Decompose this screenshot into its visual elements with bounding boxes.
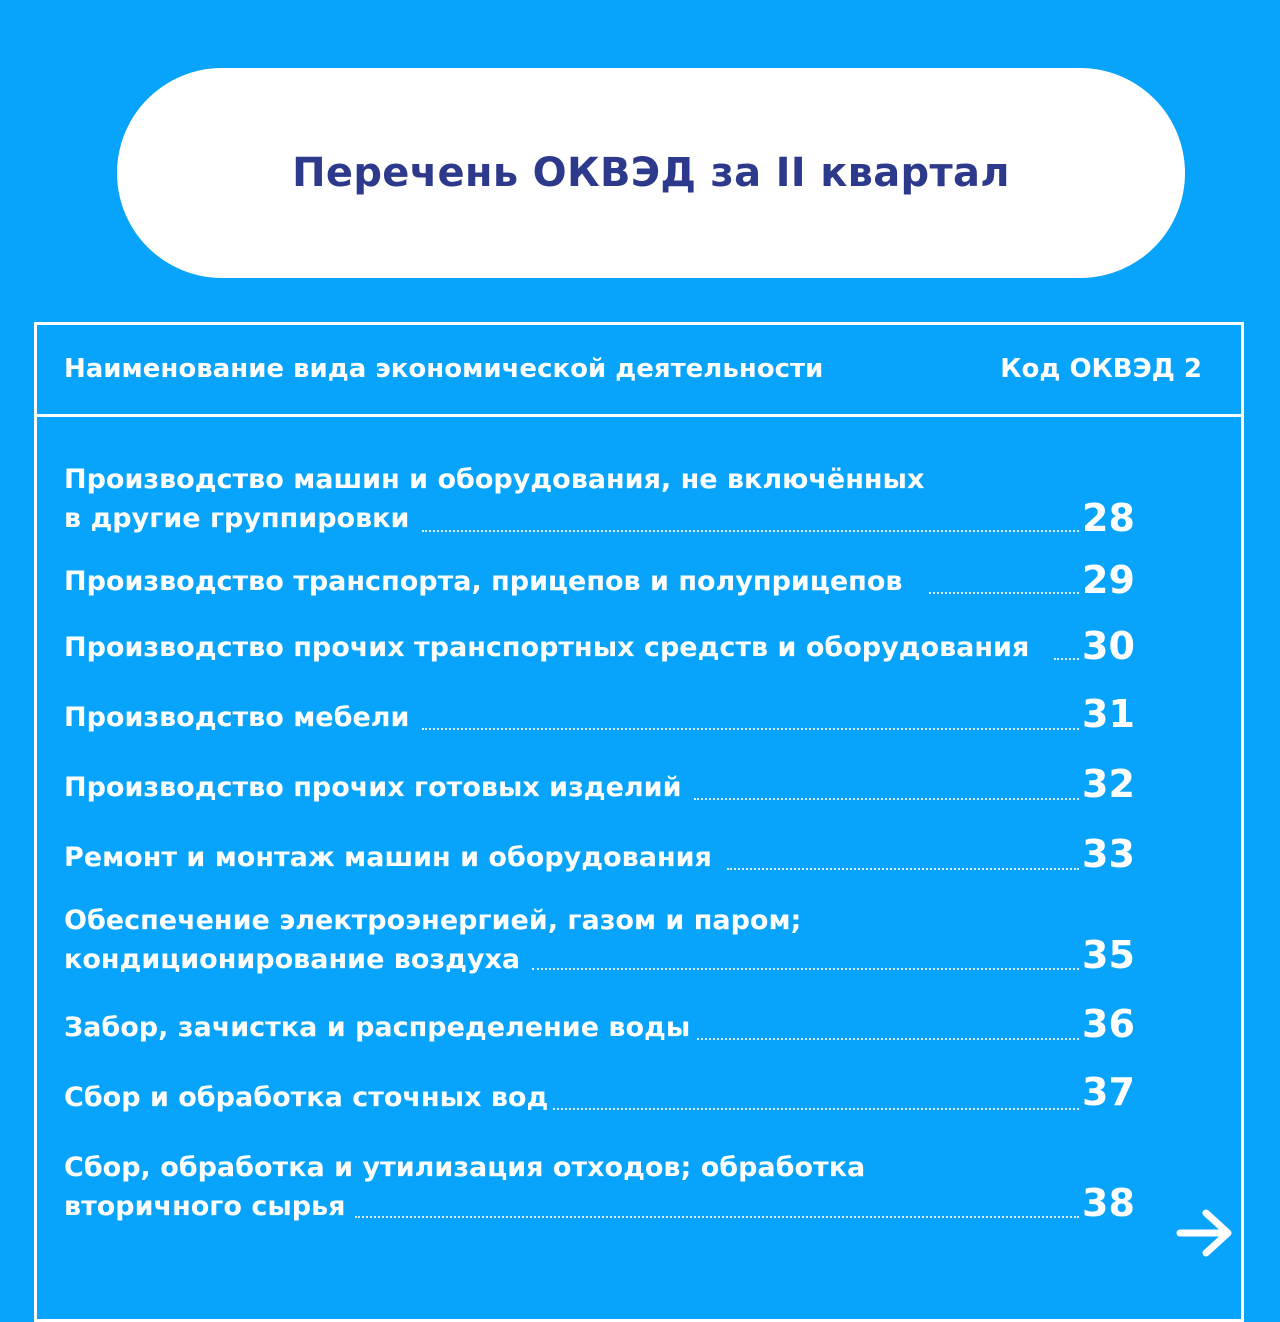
row-name: Производство мебели xyxy=(64,702,410,733)
table-row xyxy=(37,1070,1241,1123)
row-leader-dots xyxy=(355,1216,1079,1218)
row-leader-dots xyxy=(422,728,1079,730)
row-leader-dots xyxy=(727,868,1079,870)
row-name-line1: Производство машин и оборудования, не включённых xyxy=(64,464,925,495)
header-activity-name: Наименование вида экономической деятельности xyxy=(64,354,824,384)
row-leader-dots xyxy=(553,1108,1079,1110)
table-row xyxy=(37,901,1241,981)
table-row xyxy=(37,1148,1241,1228)
row-code: 38 xyxy=(1082,1181,1135,1225)
row-leader-dots xyxy=(697,1038,1079,1040)
row-name: Забор, зачистка и распределение воды xyxy=(64,1012,691,1043)
row-name-line1: Обеспечение электроэнергией, газом и паром; xyxy=(64,905,802,936)
row-leader-dots xyxy=(532,968,1079,970)
table-row xyxy=(37,832,1241,883)
row-name-line2: кондиционирование воздуха xyxy=(64,944,521,975)
table-row xyxy=(37,1002,1241,1053)
row-leader-dots xyxy=(1054,658,1079,660)
row-code: 31 xyxy=(1082,692,1135,736)
row-code: 32 xyxy=(1082,762,1135,806)
row-leader-dots xyxy=(422,530,1079,532)
row-code: 33 xyxy=(1082,832,1135,876)
row-name: Ремонт и монтаж машин и оборудования xyxy=(64,842,712,873)
table-row xyxy=(37,762,1241,813)
row-name-line2: вторичного сырья xyxy=(64,1191,346,1222)
row-code: 35 xyxy=(1082,933,1135,977)
row-code: 36 xyxy=(1082,1002,1135,1046)
row-code: 29 xyxy=(1082,558,1135,602)
page-title: Перечень ОКВЭД за II квартал xyxy=(292,150,1010,196)
row-code: 37 xyxy=(1082,1070,1135,1114)
row-name: Сбор и обработка сточных вод xyxy=(64,1082,549,1113)
header-okved-code: Код ОКВЭД 2 xyxy=(1000,354,1202,384)
table-header xyxy=(37,325,1241,417)
row-name: Производство транспорта, прицепов и полуприцепов xyxy=(64,566,903,597)
okved-table xyxy=(34,322,1244,1322)
row-name-line2: в другие группировки xyxy=(64,503,410,534)
table-row xyxy=(37,692,1241,743)
row-code: 30 xyxy=(1082,624,1135,668)
row-code: 28 xyxy=(1082,496,1135,540)
row-name: Производство прочих готовых изделий xyxy=(64,772,682,803)
table-row xyxy=(37,558,1241,607)
table-row xyxy=(37,460,1241,540)
row-name-line1: Сбор, обработка и утилизация отходов; обработка xyxy=(64,1152,866,1183)
table-row xyxy=(37,624,1241,673)
title-banner xyxy=(117,68,1185,278)
arrow-right-icon[interactable] xyxy=(1176,1207,1234,1259)
row-leader-dots xyxy=(694,798,1079,800)
row-leader-dots xyxy=(929,592,1079,594)
row-name: Производство прочих транспортных средств и оборудования xyxy=(64,632,1030,663)
